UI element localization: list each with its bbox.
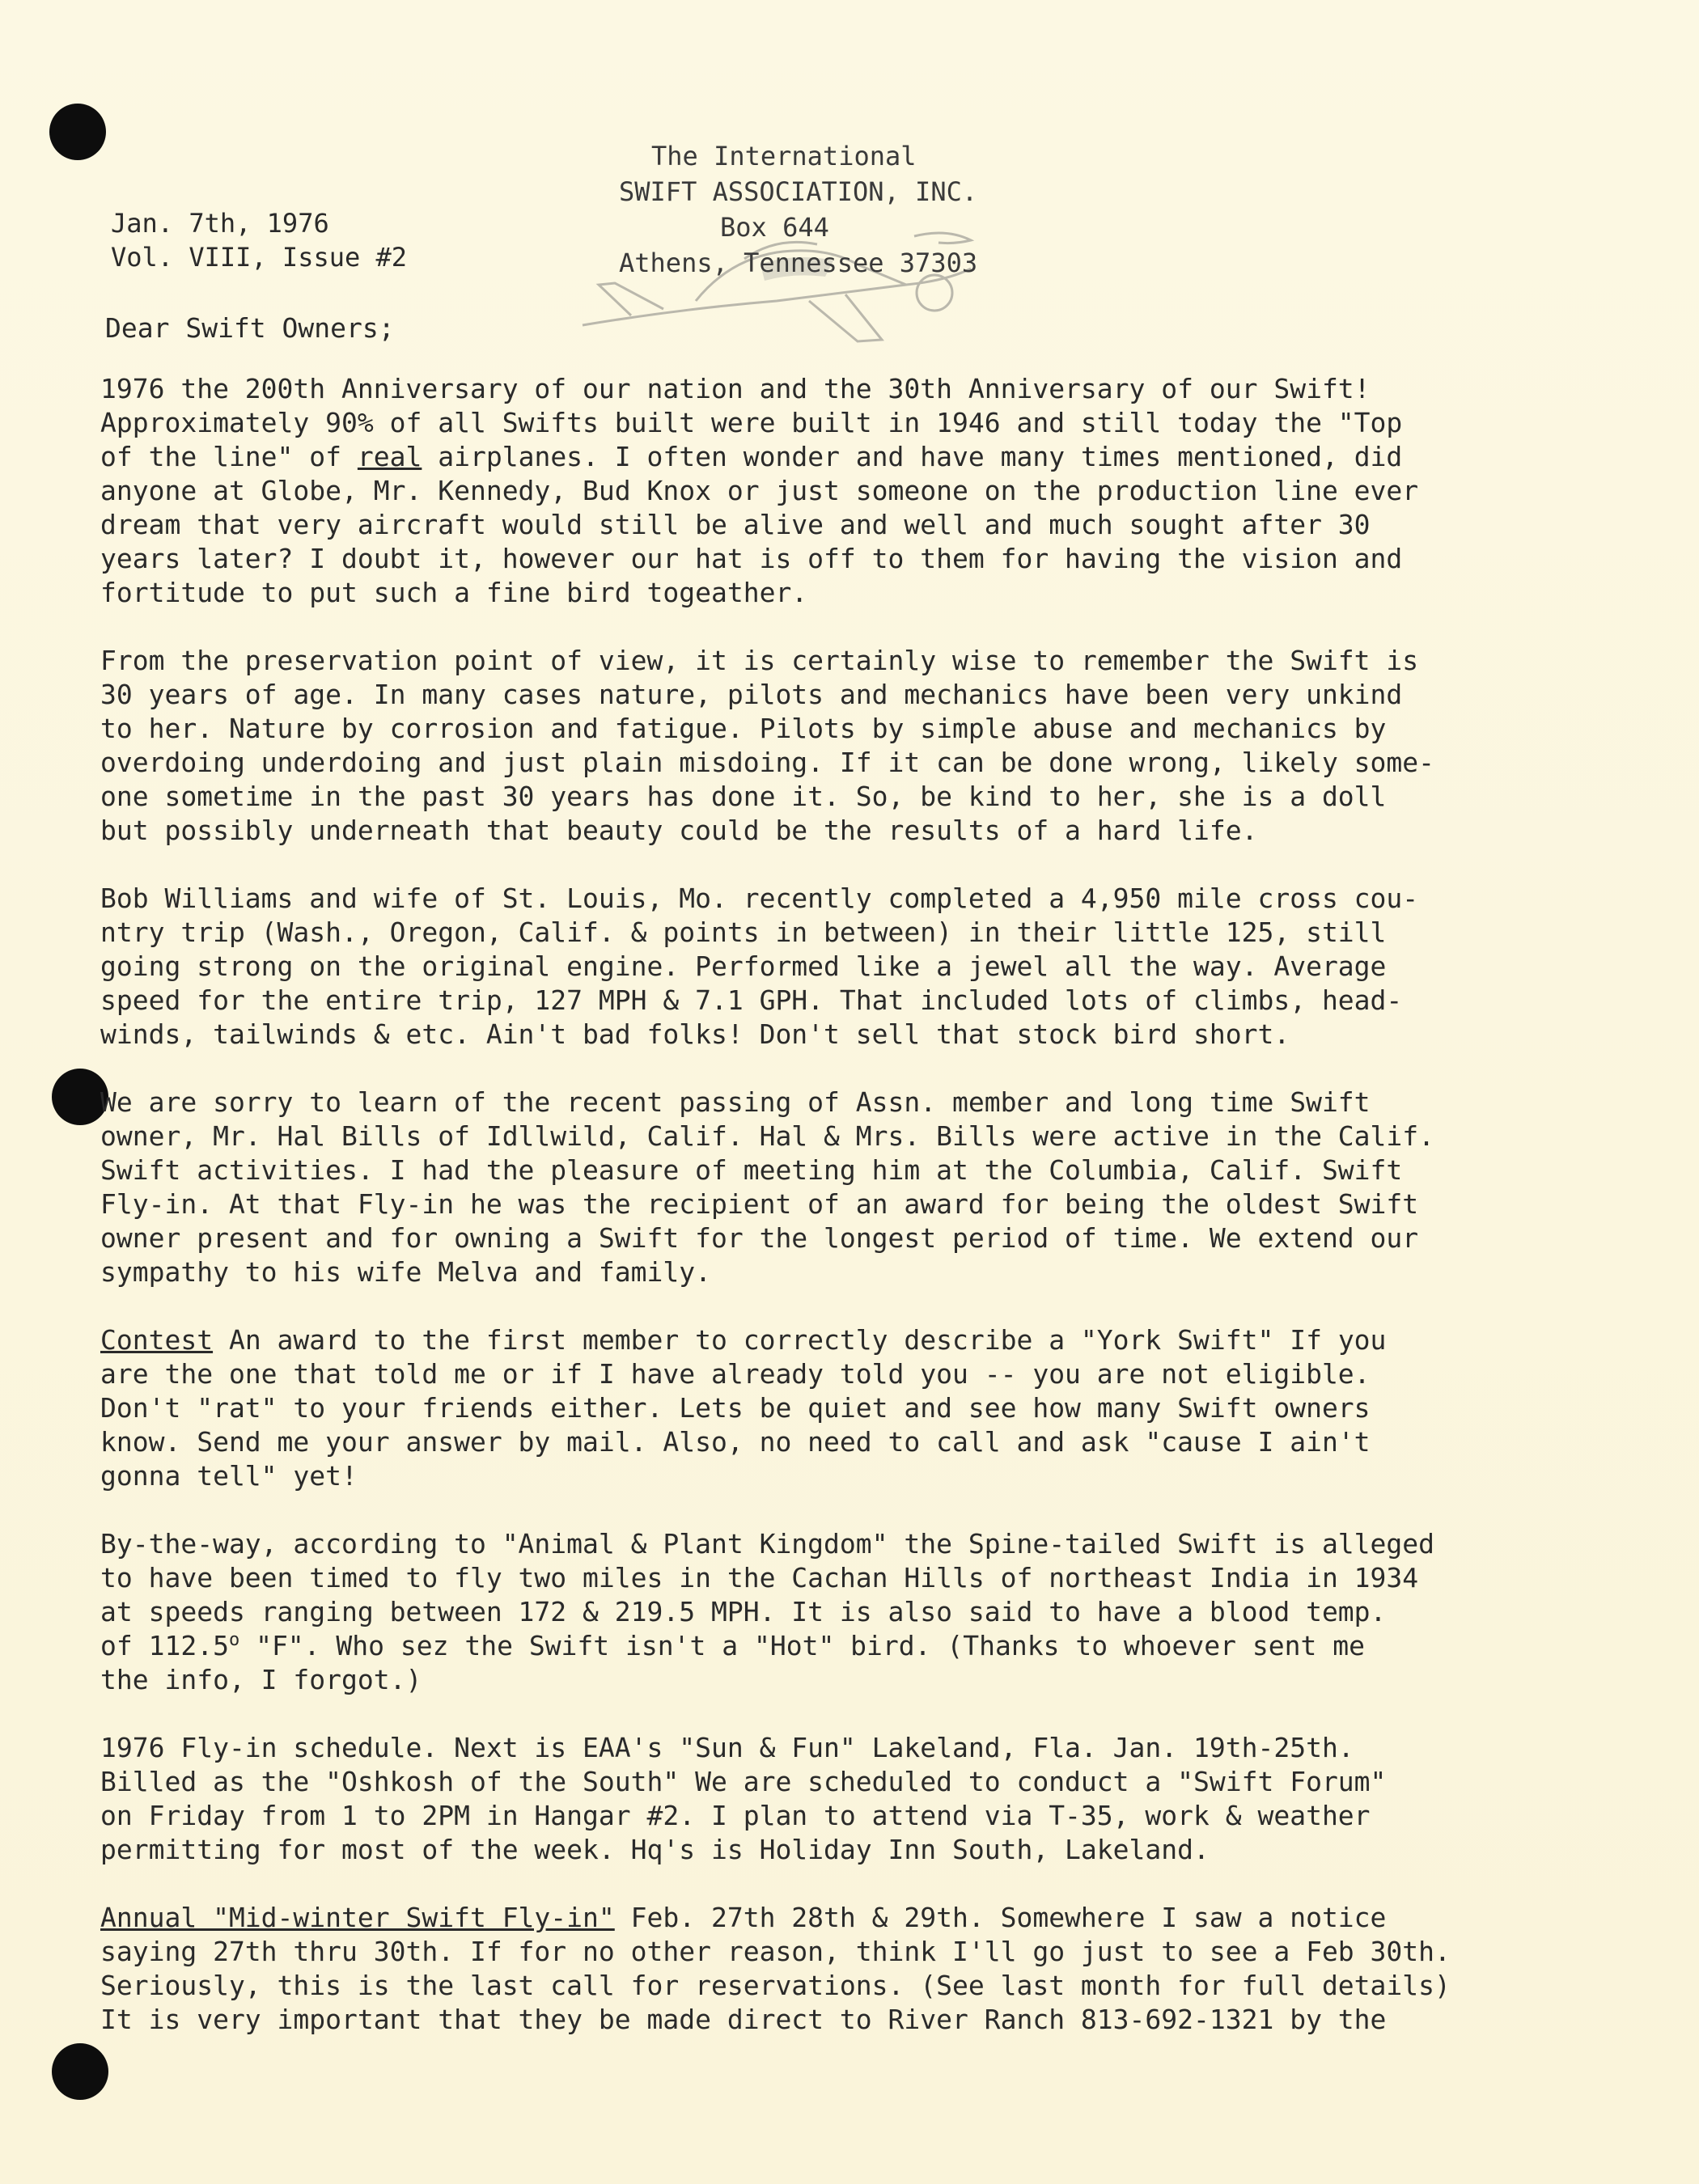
paragraph-preservation: From the preservation point of view, it is certainly wise to remember the Swift is 30 years of age. In many cases nature, pilots and mechanics have been very unkind to her. Nature by corrosion and fatigue. Pilots by simple abuse and mechanics by overdoing underdoing and just plain misdoing. If it can be done wrong, likely some- one sometime in the past 30 years has done it. So, be kind to her, she is a doll but possibly underneath that beauty could be the results of a hard life. — [100, 645, 1435, 846]
letterhead-org-name: SWIFT ASSOCIATION, INC. — [619, 176, 978, 207]
underlined-word: real — [357, 441, 422, 472]
paragraph-text: By-the-way, according to "Animal & Plant Kingdom" the Spine-tailed Swift is alleged to have been timed to fly two miles in the Cachan Hills of northeast India in 1934 at speeds ranging between 172 & 219.5 MPH. It is also said to have a blood temp. of 112.5 — [100, 1528, 1435, 1661]
paragraph-text: Feb. 27th 28th & 29th. Somewhere I saw a notice saying 27th thru 30th. If for no other reason, think I'll go just to see a Feb 30th. Seriously, this is the last call for reservations. (See last month for full details) It is very important that they be made direct to River Ranch 813-692-1321 by the — [100, 1902, 1451, 2035]
paragraph-cross-country-trip: Bob Williams and wife of St. Louis, Mo. recently completed a 4,950 mile cross cou- ntry trip (Wash., Oregon, Calif. & points in between) in their little 125, still going strong on the original engine. Performed like a jewel all the way. Average speed for the entire trip, 127 MPH & 7.1 GPH. That included lots of climbs, head- winds, tailwinds & etc. Ain't bad folks! Don't sell that stock bird short. — [100, 882, 1419, 1050]
paragraph-text: An award to the first member to correctly describe a "York Swift" If you are the one that told me or if I have already told you -- you are not eligible. Don't "rat" to your friends either. Lets be quiet and see how many Swift owners know. Send me your answer by mail. Also, no need to call and ask "cause I ain't gonna tell" yet! — [100, 1324, 1387, 1492]
binder-hole — [49, 104, 106, 160]
letterhead-box: Box 644 — [720, 212, 829, 243]
paragraph-spine-tailed-swift — [100, 1527, 1524, 1697]
letterhead-line: The International — [651, 141, 917, 171]
paragraph-text: 1976 the 200th Anniversary of our nation and the 30th Anniversary of our Swift! Approximately 90% of all Swifts built were built in 1946 and still today the "Top of the line" of — [100, 373, 1403, 472]
letterhead-address: Athens, Tennessee 37303 — [619, 248, 978, 278]
paragraph-fly-in-schedule: 1976 Fly-in schedule. Next is EAA's "Sun & Fun" Lakeland, Fla. Jan. 19th-25th. Billed as the "Oshkosh of the South" We are scheduled to conduct a "Swift Forum" on Friday from 1 to 2PM in Hangar #2. I plan to attend via T-35, work & weather permitting for most of the week. Hq's is Holiday Inn South, Lakeland. — [100, 1732, 1387, 1865]
paragraph-text: airplanes. I often wonder and have many times mentioned, did anyone at Globe, Mr. Kennedy, Bud Knox or just someone on the production line ever dream that very aircraft would still be alive and well and much sought after 30 years later? I doubt it, however our hat is off to them for having the vision and fortitude to put such a fine bird togeather. — [100, 441, 1419, 608]
paragraph-contest — [100, 1323, 1524, 1493]
fly-in-heading: Annual "Mid-winter Swift Fly-in" — [100, 1902, 615, 1933]
issue-date: Jan. 7th, 1976 — [111, 208, 329, 239]
degree-superscript: o — [228, 1630, 240, 1650]
paragraph-text: "F". Who sez the Swift isn't a "Hot" bird. (Thanks to whoever sent me the info, I forgot.) — [100, 1630, 1365, 1695]
salutation: Dear Swift Owners; — [105, 312, 395, 344]
paragraph-anniversary — [100, 372, 1524, 610]
issue-volume: Vol. VIII, Issue #2 — [111, 242, 408, 273]
dateline — [111, 206, 407, 274]
paragraph-obituary: We are sorry to learn of the recent passing of Assn. member and long time Swift owner, Mr. Hal Bills of Idllwild, Calif. Hal & Mrs. Bills were active in the Calif. Swift activities. I had the pleasure of meeting him at the Columbia, Calif. Swift Fly-in. At that Fly-in he was the recipient of an award for being the oldest Swift owner present and for owning a Swift for the longest period of time. We extend our sympathy to his wife Melva and family. — [100, 1086, 1435, 1288]
contest-heading: Contest — [100, 1324, 214, 1356]
letter-body — [100, 372, 1524, 2071]
paragraph-mid-winter-fly-in — [100, 1901, 1524, 2037]
